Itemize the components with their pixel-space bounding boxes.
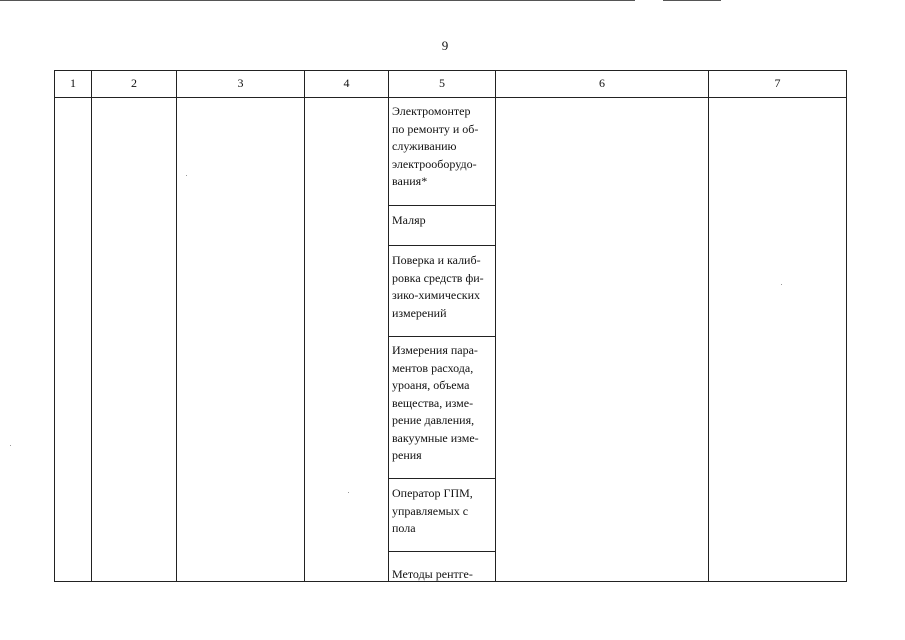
- header-col-3: 3: [237, 76, 244, 90]
- entry-line: зико-химических: [392, 288, 481, 302]
- header-col-1: 1: [70, 76, 76, 90]
- entry-line: Измерения пара-: [392, 343, 478, 357]
- row-separator: [388, 245, 496, 246]
- col-border-6: [708, 70, 709, 582]
- header-col-6: 6: [599, 76, 605, 90]
- entry-line: Маляр: [392, 213, 426, 227]
- entry-line: ментов расхода,: [392, 360, 474, 375]
- entry-line: электрооборудо-: [392, 156, 477, 171]
- header-bottom-border: [54, 97, 847, 98]
- entry-painter: [392, 212, 496, 230]
- entry-line: служиванию: [392, 139, 457, 153]
- entry-calibration: [392, 252, 496, 322]
- scan-speck: [186, 175, 187, 176]
- entry-line: управляемых с: [392, 503, 469, 518]
- entry-line: пола: [392, 521, 416, 535]
- entry-line: вещества, изме-: [392, 395, 474, 410]
- entry-line: ровка средств фи-: [392, 270, 484, 285]
- scan-speck: [348, 492, 349, 493]
- header-col-7: 7: [774, 76, 781, 90]
- col-border-0: [54, 70, 55, 582]
- header-col-2: 2: [131, 76, 137, 90]
- entry-measurements: [392, 342, 496, 465]
- entry-line: вакуумные изме-: [392, 430, 479, 445]
- entry-xray-methods: [392, 566, 496, 584]
- col-border-7: [846, 70, 847, 582]
- entry-line: рения: [392, 448, 422, 462]
- entry-line: Оператор ГПМ,: [392, 486, 473, 500]
- scan-speck: [781, 284, 782, 285]
- header-col-5: 5: [439, 76, 445, 90]
- entry-line: Методы рентге-: [392, 567, 473, 581]
- col-border-2: [176, 70, 177, 582]
- entry-line: рение давления,: [392, 413, 475, 427]
- scan-speck: [10, 445, 11, 446]
- entry-line: по ремонту и об-: [392, 121, 479, 136]
- entry-line: Поверка и калиб-: [392, 253, 481, 267]
- entry-line: Электромонтер: [392, 104, 471, 118]
- col-border-3: [304, 70, 305, 582]
- entry-line: вания*: [392, 174, 428, 188]
- col-border-4: [388, 70, 389, 582]
- entry-line: уроаня, объема: [392, 378, 470, 392]
- page-number: 9: [441, 38, 449, 53]
- row-separator: [388, 336, 496, 337]
- col-border-1: [91, 70, 92, 582]
- row-separator: [388, 478, 496, 479]
- row-separator: [388, 551, 496, 552]
- entry-electrician: [392, 103, 496, 191]
- entry-line: измерений: [392, 305, 447, 320]
- header-col-4: 4: [343, 76, 350, 90]
- entry-crane-operator: [392, 485, 496, 538]
- row-separator: [388, 205, 496, 206]
